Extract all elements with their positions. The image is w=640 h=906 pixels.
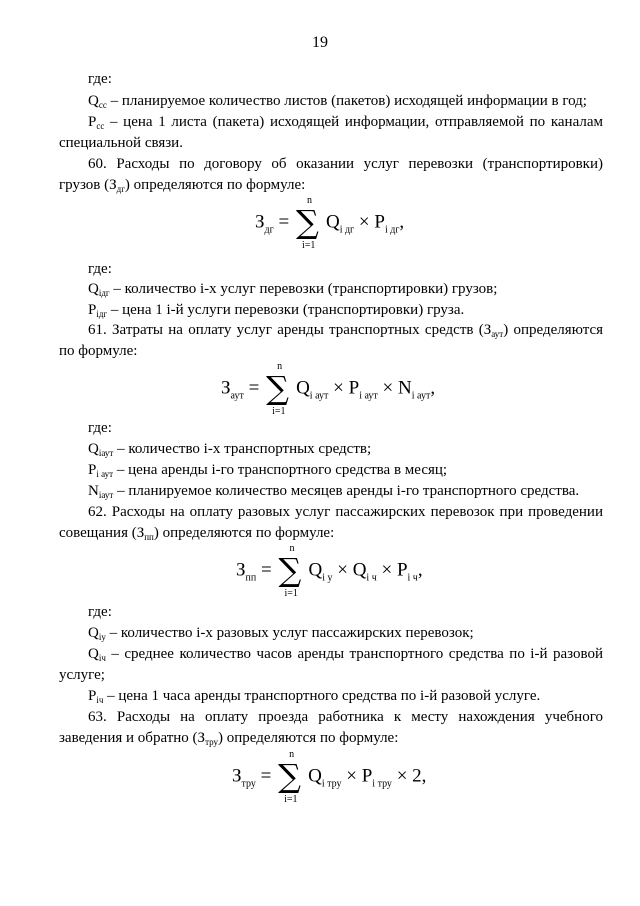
section-heading-cont: заведения и обратно $(З_{тру})$ определяются по формуле: <box>59 730 399 747</box>
section-heading: 63. Расходы на оплату проезда работника к месту нахождения учебного <box>88 709 603 725</box>
formula: $З_{тру}$ = n ∑ i=1 $Q_{i тру} \times P_{i тру} \times 2$, <box>232 749 427 805</box>
where-label: где: <box>88 71 112 87</box>
sum-symbol: n ∑ i=1 <box>266 361 289 417</box>
definition-line-cont: услуге; <box>59 667 105 683</box>
sum-symbol: n ∑ i=1 <box>278 749 301 805</box>
formula: $З_{аут}$ = n ∑ i=1 $Q_{i аут} \times P_{i аут} \times N_{i аут}$, <box>221 361 436 417</box>
definition-line: $P_{сс}$ – цена 1 листа (пакета) исходящей информации, отправляемой по каналам <box>88 114 603 131</box>
sum-symbol: n ∑ i=1 <box>278 543 302 599</box>
definition-line-cont: специальной связи. <box>59 135 183 151</box>
sum-symbol: n ∑ i=1 <box>295 195 319 251</box>
formula: $З_{дг}$ = n ∑ i=1 $Q_{i дг} \times P_{i дг}$, <box>255 195 405 251</box>
section-heading: 60. Расходы по договору об оказании услуг перевозки (транспортировки) <box>88 156 603 172</box>
definition-line: $P_{iч}$ – цена 1 часа аренды транспортного средства по i-й разовой услуге. <box>88 688 541 705</box>
definition-line: $Q_{iч}$ – среднее количество часов аренды транспортного средства по i-й разовой <box>88 646 603 663</box>
definition-line: $P_{iдг}$ – цена 1 i-й услуги перевозки (транспортировки) груза. <box>88 302 465 319</box>
section-heading: 61. Затраты на оплату услуг аренды транспортных средств $(З_{аут})$ определяются <box>88 322 603 339</box>
definition-line: $N_{iаут}$ – планируемое количество месяцев аренды i-го транспортного средства. <box>88 483 580 500</box>
where-label: где: <box>88 261 112 277</box>
where-label: где: <box>88 420 112 436</box>
definition-line: $Q_{iаут}$ – количество i-х транспортных средств; <box>88 441 372 458</box>
section-heading-cont: по формуле: <box>59 343 138 359</box>
section-heading: 62. Расходы на оплату разовых услуг пассажирских перевозок при проведении <box>88 504 603 520</box>
section-heading-cont: грузов $(З_{дг})$ определяются по формуле: <box>59 177 306 194</box>
definition-line: $P_{i аут}$ – цена аренды i-го транспортного средства в месяц; <box>88 462 448 479</box>
where-label: где: <box>88 604 112 620</box>
definition-line: $Q_{iдг}$ – количество i-х услуг перевозки (транспортировки) грузов; <box>88 281 498 298</box>
definition-line: $Q_{iу}$ – количество i-х разовых услуг пассажирских перевозок; <box>88 625 474 642</box>
formula: $З_{пп}$ = n ∑ i=1 $Q_{i у} \times Q_{i ч} \times P_{i ч}$, <box>236 543 423 599</box>
definition-line: $Q_{сс}$ – планируемое количество листов (пакетов) исходящей информации в год; <box>88 93 587 110</box>
section-heading-cont: совещания $(З_{пп})$ определяются по формуле: <box>59 525 335 542</box>
page-number: 19 <box>312 34 328 51</box>
